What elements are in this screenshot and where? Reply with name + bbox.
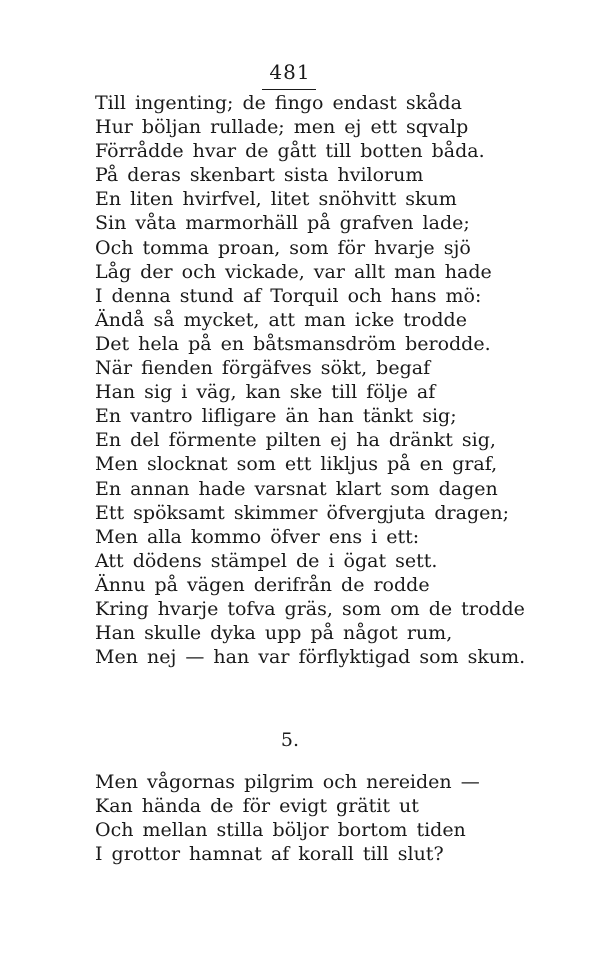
verse-line: I grottor hamnat af korall till slut? <box>95 843 444 866</box>
verse-line: Och mellan stilla böljor bortom tiden <box>95 819 466 842</box>
verse-line: På deras skenbart sista hvilorum <box>95 164 424 187</box>
verse-line: Och tomma proan, som för hvarje sjö <box>95 236 471 259</box>
verse-line: Att dödens stämpel de i ögat sett. <box>95 549 438 572</box>
verse-line: En liten hvirfvel, litet snöhvitt skum <box>95 188 457 211</box>
verse-line: Men alla kommo öfver ens i ett: <box>95 525 420 548</box>
verse-line: Ändå så mycket, att man icke trodde <box>95 308 467 331</box>
verse-line: Men slocknat som ett likljus på en graf, <box>95 453 498 476</box>
verse-line: En del förmente pilten ej ha dränkt sig, <box>95 429 496 452</box>
verse-line: Det hela på en båtsmansdröm berodde. <box>95 332 491 355</box>
verse-line: Förrådde hvar de gått till botten båda. <box>95 140 485 163</box>
verse-line: Ännu på vägen derifrån de rodde <box>95 573 430 596</box>
page-number: 481 <box>269 60 311 84</box>
verse-line: En annan hade varsnat klart som dagen <box>95 477 498 500</box>
verse-line: När fienden förgäfves sökt, begaf <box>95 357 431 380</box>
verse-line: Kan hända de för evigt grätit ut <box>95 795 419 818</box>
verse-line: Kring hvarje tofva gräs, som om de trodde <box>95 597 525 620</box>
page-number-underline <box>262 89 316 90</box>
verse-line: I denna stund af Torquil och hans mö: <box>95 284 482 307</box>
verse-line: Men vågornas pilgrim och nereiden — <box>95 771 480 793</box>
stanza-1 <box>95 91 525 669</box>
verse-line: Till ingenting; de fingo endast skåda <box>95 92 462 114</box>
verse-line: Han skulle dyka upp på något rum, <box>95 622 453 645</box>
verse-line: Sin våta marmorhäll på grafven lade; <box>95 212 470 235</box>
verse-line: Han sig i väg, kan ske till följe af <box>95 381 436 404</box>
stanza-2 <box>95 770 480 866</box>
verse-line: Hur böljan rullade; men ej ett sqvalp <box>95 116 469 139</box>
verse-line: Ett spöksamt skimmer öfvergjuta dragen; <box>95 501 509 524</box>
verse-line: En vantro lifligare än han tänkt sig; <box>95 405 457 428</box>
verse-line: Men nej — han var förflyktigad som skum. <box>95 646 526 669</box>
section-number: 5. <box>280 729 300 751</box>
verse-line: Låg der och vickade, var allt man hade <box>95 260 492 283</box>
